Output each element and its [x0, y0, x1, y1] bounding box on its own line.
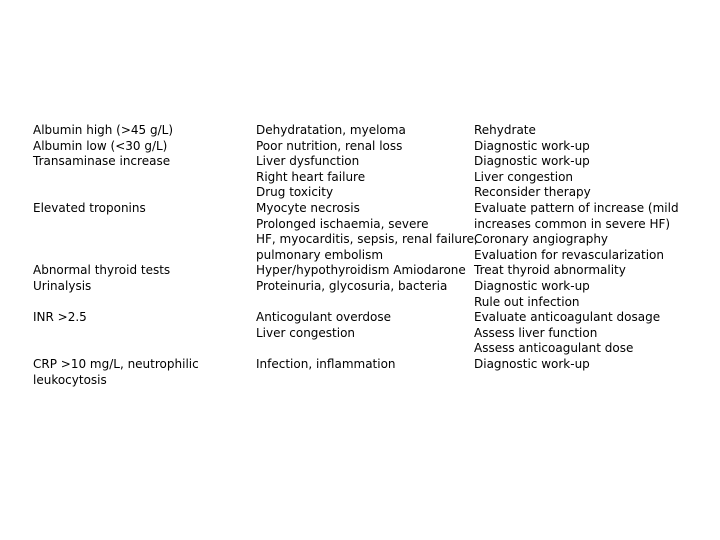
cause-line: HF, myocarditis, sepsis, renal failure,: [256, 232, 478, 247]
test-line: [33, 170, 248, 186]
test-line: Albumin low (<30 g/L): [33, 138, 168, 153]
test-line: [33, 217, 248, 233]
action-line: Evaluate pattern of increase (mild: [474, 200, 679, 215]
test-line: Abnormal thyroid tests: [33, 263, 171, 278]
test-line: [33, 326, 248, 342]
test-column: [33, 123, 248, 388]
test-line: [33, 295, 248, 311]
action-line: Diagnostic work-up: [474, 356, 590, 371]
cause-line: [256, 295, 476, 311]
cause-line: Liver dysfunction: [256, 154, 360, 169]
cause-line: Myocyte necrosis: [256, 200, 360, 215]
test-line: [33, 341, 248, 357]
cause-line: Proteinuria, glycosuria, bacteria: [256, 278, 448, 293]
action-line: Rehydrate: [474, 123, 536, 137]
action-line: Evaluate anticoagulant dosage: [474, 310, 661, 325]
action-line: increases common in severe HF): [474, 216, 671, 231]
cause-line: Anticogulant overdose: [256, 310, 391, 325]
cause-line: Infection, inflammation: [256, 356, 396, 371]
cause-line: pulmonary embolism: [256, 247, 384, 262]
cause-column: [256, 123, 476, 373]
cause-line: Hyper/hypothyroidism Amiodarone: [256, 263, 466, 278]
cause-line: Drug toxicity: [256, 185, 334, 200]
action-column: [474, 123, 714, 373]
cause-line: Prolonged ischaemia, severe: [256, 216, 429, 231]
test-line: Elevated troponins: [33, 200, 146, 215]
action-line: Evaluation for revascularization: [474, 247, 665, 262]
test-line: Urinalysis: [33, 278, 92, 293]
action-line: Rule out infection: [474, 294, 580, 309]
test-line: [33, 185, 248, 201]
action-line: Treat thyroid abnormality: [474, 263, 626, 278]
cause-line: Liver congestion: [256, 325, 356, 340]
action-line: Assess anticoagulant dose: [474, 341, 634, 356]
test-line: Transaminase increase: [33, 154, 171, 169]
test-line: INR >2.5: [33, 310, 87, 325]
action-line: Reconsider therapy: [474, 185, 591, 200]
action-line: Coronary angiography: [474, 232, 609, 247]
test-line: [33, 232, 248, 248]
action-line: Diagnostic work-up: [474, 278, 590, 293]
test-line: CRP >10 mg/L, neutrophilic: [33, 356, 199, 371]
test-line: [33, 248, 248, 264]
cause-line: [256, 341, 476, 357]
cause-line: Poor nutrition, renal loss: [256, 138, 403, 153]
action-line: Liver congestion: [474, 169, 574, 184]
test-line: leukocytosis: [33, 372, 107, 387]
action-line: Diagnostic work-up: [474, 154, 590, 169]
cause-line: Dehydratation, myeloma: [256, 123, 406, 137]
test-line: Albumin high (>45 g/L): [33, 123, 174, 137]
action-line: Assess liver function: [474, 325, 598, 340]
action-line: Diagnostic work-up: [474, 138, 590, 153]
cause-line: Right heart failure: [256, 169, 366, 184]
